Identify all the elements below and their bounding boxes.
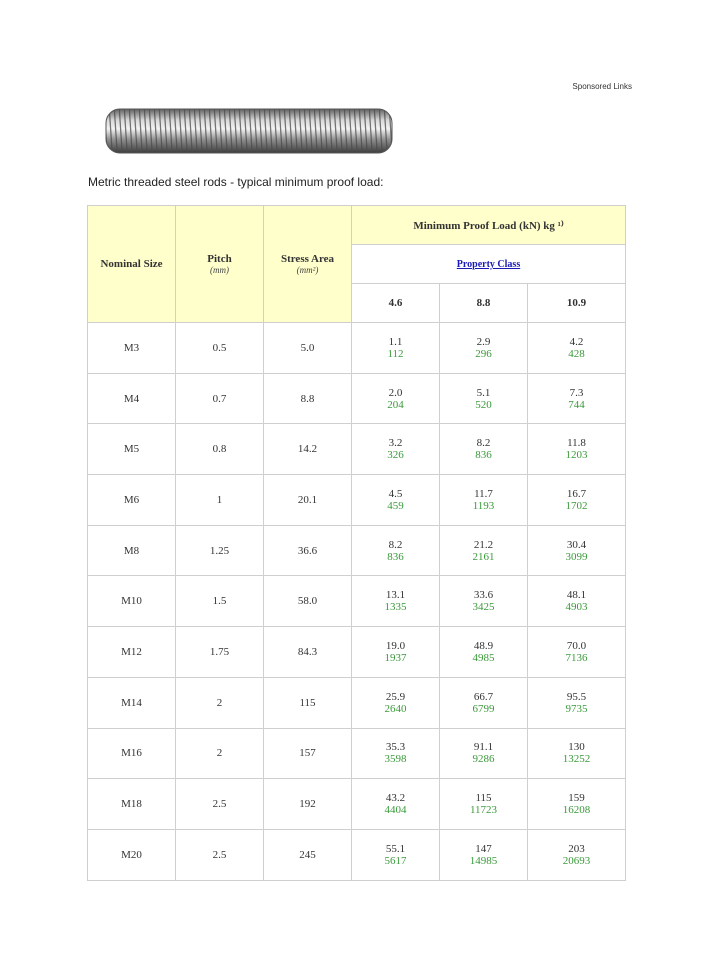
proof-load-cell (352, 323, 440, 374)
load-kn-value: 70.0 (566, 639, 587, 652)
load-kg-value: 2161 (472, 550, 495, 563)
proof-load-cell (440, 373, 528, 424)
proof-load-cell (528, 779, 626, 830)
load-kg-value: 428 (568, 347, 585, 360)
stress-area-cell: 58.0 (264, 576, 352, 627)
header-stress-area (264, 206, 352, 323)
load-kn-value: 48.9 (473, 639, 494, 652)
load-kn-value: 95.5 (566, 690, 587, 703)
load-kg-value: 5617 (384, 854, 407, 867)
load-kn-value: 5.1 (476, 386, 491, 399)
load-kn-value: 91.1 (473, 741, 494, 754)
header-grade-8-8: 8.8 (440, 284, 528, 323)
load-kn-value: 48.1 (566, 589, 587, 602)
load-kg-value: 9735 (565, 702, 588, 715)
stress-area-cell: 8.8 (264, 373, 352, 424)
proof-load-cell (352, 627, 440, 678)
nominal-size-cell: M3 (88, 323, 176, 374)
load-kn-value: 130 (568, 741, 585, 754)
load-kg-value: 1203 (565, 449, 588, 462)
load-kn-value: 115 (475, 792, 492, 805)
proof-load-cell (440, 424, 528, 475)
load-kn-value: 43.2 (385, 792, 406, 805)
nominal-size-cell: M8 (88, 525, 176, 576)
load-kg-value: 1702 (565, 499, 588, 512)
nominal-size-cell: M6 (88, 475, 176, 526)
load-kg-value: 3099 (565, 550, 588, 563)
proof-load-cell (440, 779, 528, 830)
table-row (88, 373, 626, 424)
table-row (88, 323, 626, 374)
proof-load-cell (528, 576, 626, 627)
proof-load-cell (352, 475, 440, 526)
load-kn-value: 19.0 (385, 639, 406, 652)
header-min-proof-load: Minimum Proof Load (kN) kg ¹⁾ (352, 206, 626, 245)
header-nominal-size-label: Nominal Size (100, 258, 163, 270)
table-row (88, 627, 626, 678)
load-kn-value: 35.3 (385, 741, 406, 754)
proof-load-cell (528, 323, 626, 374)
proof-load-cell (440, 576, 528, 627)
load-kn-value: 33.6 (473, 589, 494, 602)
proof-load-cell (352, 373, 440, 424)
load-kg-value: 11723 (469, 804, 498, 817)
proof-load-cell (440, 323, 528, 374)
nominal-size-cell: M10 (88, 576, 176, 627)
load-kn-value: 11.8 (567, 437, 586, 450)
load-kg-value: 16208 (562, 804, 591, 817)
pitch-cell: 2 (176, 677, 264, 728)
load-kg-value: 2640 (384, 702, 407, 715)
load-kg-value: 6799 (472, 702, 495, 715)
nominal-size-cell: M18 (88, 779, 176, 830)
load-kg-value: 296 (475, 347, 492, 360)
table-row (88, 475, 626, 526)
pitch-cell: 1.25 (176, 525, 264, 576)
load-kg-value: 1335 (384, 601, 407, 614)
pitch-cell: 1.5 (176, 576, 264, 627)
load-kg-value: 744 (568, 398, 585, 411)
proof-load-cell (528, 475, 626, 526)
load-kg-value: 1937 (384, 651, 407, 664)
table-row (88, 728, 626, 779)
stress-area-cell: 5.0 (264, 323, 352, 374)
load-kn-value: 55.1 (385, 842, 406, 855)
pitch-cell: 2.5 (176, 829, 264, 880)
nominal-size-cell: M5 (88, 424, 176, 475)
stress-area-cell: 157 (264, 728, 352, 779)
load-kn-value: 1.1 (388, 335, 403, 348)
load-kn-value: 21.2 (473, 538, 494, 551)
table-row (88, 829, 626, 880)
load-kn-value: 66.7 (473, 690, 494, 703)
proof-load-cell (528, 525, 626, 576)
load-kn-value: 11.7 (474, 487, 493, 500)
property-class-link[interactable]: Property Class (456, 259, 521, 270)
proof-load-cell (528, 728, 626, 779)
load-kg-value: 836 (475, 449, 492, 462)
load-kg-value: 20693 (562, 854, 591, 867)
load-kg-value: 1193 (472, 499, 495, 512)
table-caption: Metric threaded steel rods - typical minimum proof load: (88, 175, 384, 189)
load-kn-value: 7.3 (569, 386, 584, 399)
table-row (88, 576, 626, 627)
proof-load-cell (528, 627, 626, 678)
nominal-size-cell: M14 (88, 677, 176, 728)
proof-load-cell (352, 728, 440, 779)
table-row (88, 424, 626, 475)
nominal-size-cell: M4 (88, 373, 176, 424)
header-pitch-unit: (mm) (210, 265, 229, 275)
table-row (88, 779, 626, 830)
proof-load-cell (440, 829, 528, 880)
proof-load-cell (440, 475, 528, 526)
proof-load-cell (528, 424, 626, 475)
header-stress-area-label: Stress Area (280, 253, 335, 265)
load-kn-value: 3.2 (388, 437, 403, 450)
load-kg-value: 520 (475, 398, 492, 411)
load-kn-value: 159 (568, 792, 585, 805)
proof-load-cell (352, 677, 440, 728)
stress-area-cell: 36.6 (264, 525, 352, 576)
load-kg-value: 14985 (469, 854, 498, 867)
load-kg-value: 836 (387, 550, 404, 563)
stress-area-cell: 20.1 (264, 475, 352, 526)
header-pitch-label: Pitch (207, 253, 232, 265)
pitch-cell: 0.7 (176, 373, 264, 424)
load-kn-value: 147 (475, 842, 492, 855)
nominal-size-cell: M20 (88, 829, 176, 880)
load-kn-value: 30.4 (566, 538, 587, 551)
header-property-class (352, 245, 626, 284)
proof-load-cell (440, 627, 528, 678)
load-kg-value: 3425 (472, 601, 495, 614)
pitch-cell: 1.75 (176, 627, 264, 678)
header-grade-10-9: 10.9 (528, 284, 626, 323)
load-kg-value: 4903 (565, 601, 588, 614)
stress-area-cell: 115 (264, 677, 352, 728)
proof-load-cell (440, 728, 528, 779)
table-body (88, 323, 626, 881)
proof-load-cell (528, 829, 626, 880)
proof-load-table (87, 205, 626, 881)
table-row (88, 677, 626, 728)
header-pitch (176, 206, 264, 323)
nominal-size-cell: M16 (88, 728, 176, 779)
proof-load-cell (528, 373, 626, 424)
pitch-cell: 0.8 (176, 424, 264, 475)
load-kg-value: 3598 (384, 753, 407, 766)
load-kg-value: 326 (387, 449, 404, 462)
header-nominal-size (88, 206, 176, 323)
load-kn-value: 16.7 (566, 487, 587, 500)
load-kg-value: 9286 (472, 753, 495, 766)
load-kn-value: 13.1 (385, 589, 406, 602)
load-kn-value: 203 (568, 842, 585, 855)
load-kn-value: 8.2 (476, 437, 491, 450)
proof-load-cell (440, 525, 528, 576)
stress-area-cell: 192 (264, 779, 352, 830)
load-kn-value: 2.0 (388, 386, 403, 399)
load-kn-value: 8.2 (388, 538, 403, 551)
pitch-cell: 1 (176, 475, 264, 526)
table-row (88, 525, 626, 576)
proof-load-cell (352, 576, 440, 627)
header-stress-area-unit: (mm²) (296, 265, 319, 275)
load-kg-value: 7136 (565, 651, 588, 664)
threaded-rod-image (104, 104, 394, 158)
sponsored-links-label: Sponsored Links (572, 82, 632, 91)
stress-area-cell: 245 (264, 829, 352, 880)
load-kn-value: 4.5 (388, 487, 403, 500)
load-kg-value: 112 (387, 347, 404, 360)
proof-load-cell (352, 525, 440, 576)
proof-load-cell (528, 677, 626, 728)
load-kg-value: 13252 (562, 753, 591, 766)
proof-load-cell (352, 424, 440, 475)
proof-load-cell (352, 779, 440, 830)
proof-load-cell (352, 829, 440, 880)
stress-area-cell: 84.3 (264, 627, 352, 678)
load-kg-value: 4404 (384, 804, 407, 817)
pitch-cell: 2 (176, 728, 264, 779)
pitch-cell: 0.5 (176, 323, 264, 374)
load-kg-value: 459 (387, 499, 404, 512)
load-kn-value: 4.2 (569, 335, 584, 348)
header-grade-4-6: 4.6 (352, 284, 440, 323)
pitch-cell: 2.5 (176, 779, 264, 830)
nominal-size-cell: M12 (88, 627, 176, 678)
load-kn-value: 2.9 (476, 335, 491, 348)
load-kg-value: 4985 (472, 651, 495, 664)
load-kn-value: 25.9 (385, 690, 406, 703)
load-kg-value: 204 (387, 398, 404, 411)
stress-area-cell: 14.2 (264, 424, 352, 475)
proof-load-cell (440, 677, 528, 728)
